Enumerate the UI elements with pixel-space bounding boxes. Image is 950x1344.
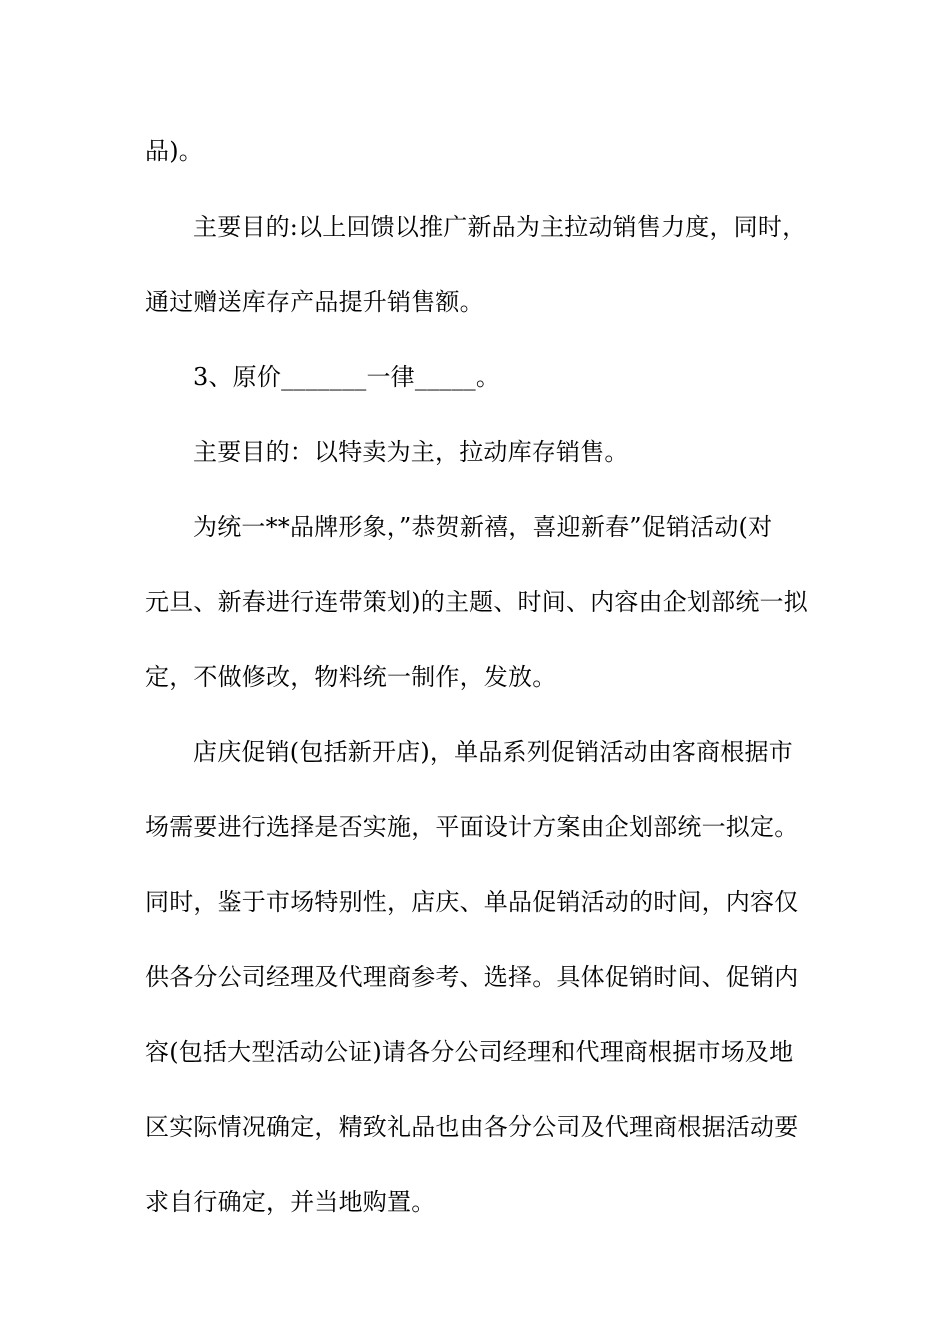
text-line-5: 主要目的：以特卖为主，拉动库存销售。 (193, 438, 629, 466)
text-line-9: 店庆促销(包括新开店)，单品系列促销活动由客商根据市 (193, 738, 793, 766)
text-line-15: 求自行确定，并当地购置。 (145, 1188, 436, 1216)
text-line-3: 通过赠送库存产品提升销售额。 (145, 288, 484, 316)
text-line-10: 场需要进行选择是否实施，平面设计方案由企划部统一拟定。 (145, 813, 799, 841)
text-line-7: 元旦、新春进行连带策划)的主题、时间、内容由企划部统一拟 (145, 588, 808, 616)
text-line-4: 3、原价_______一律_____。 (193, 363, 501, 391)
text-line-8: 定，不做修改，物料统一制作，发放。 (145, 663, 557, 691)
text-line-1: 品)。 (145, 137, 203, 165)
text-line-13: 容(包括大型活动公证)请各分公司经理和代理商根据市场及地 (145, 1038, 794, 1066)
text-line-6: 为统一**品牌形象，”恭贺新禧，喜迎新春”促销活动(对 (193, 513, 773, 541)
text-line-12: 供各分公司经理及代理商参考、选择。具体促销时间、促销内 (145, 963, 799, 991)
text-line-14: 区实际情况确定，精致礼品也由各分公司及代理商根据活动要 (145, 1113, 799, 1141)
text-line-2: 主要目的:以上回馈以推广新品为主拉动销售力度，同时， (193, 213, 807, 241)
text-line-11: 同时，鉴于市场特别性，店庆、单品促销活动的时间，内容仅 (145, 888, 799, 916)
